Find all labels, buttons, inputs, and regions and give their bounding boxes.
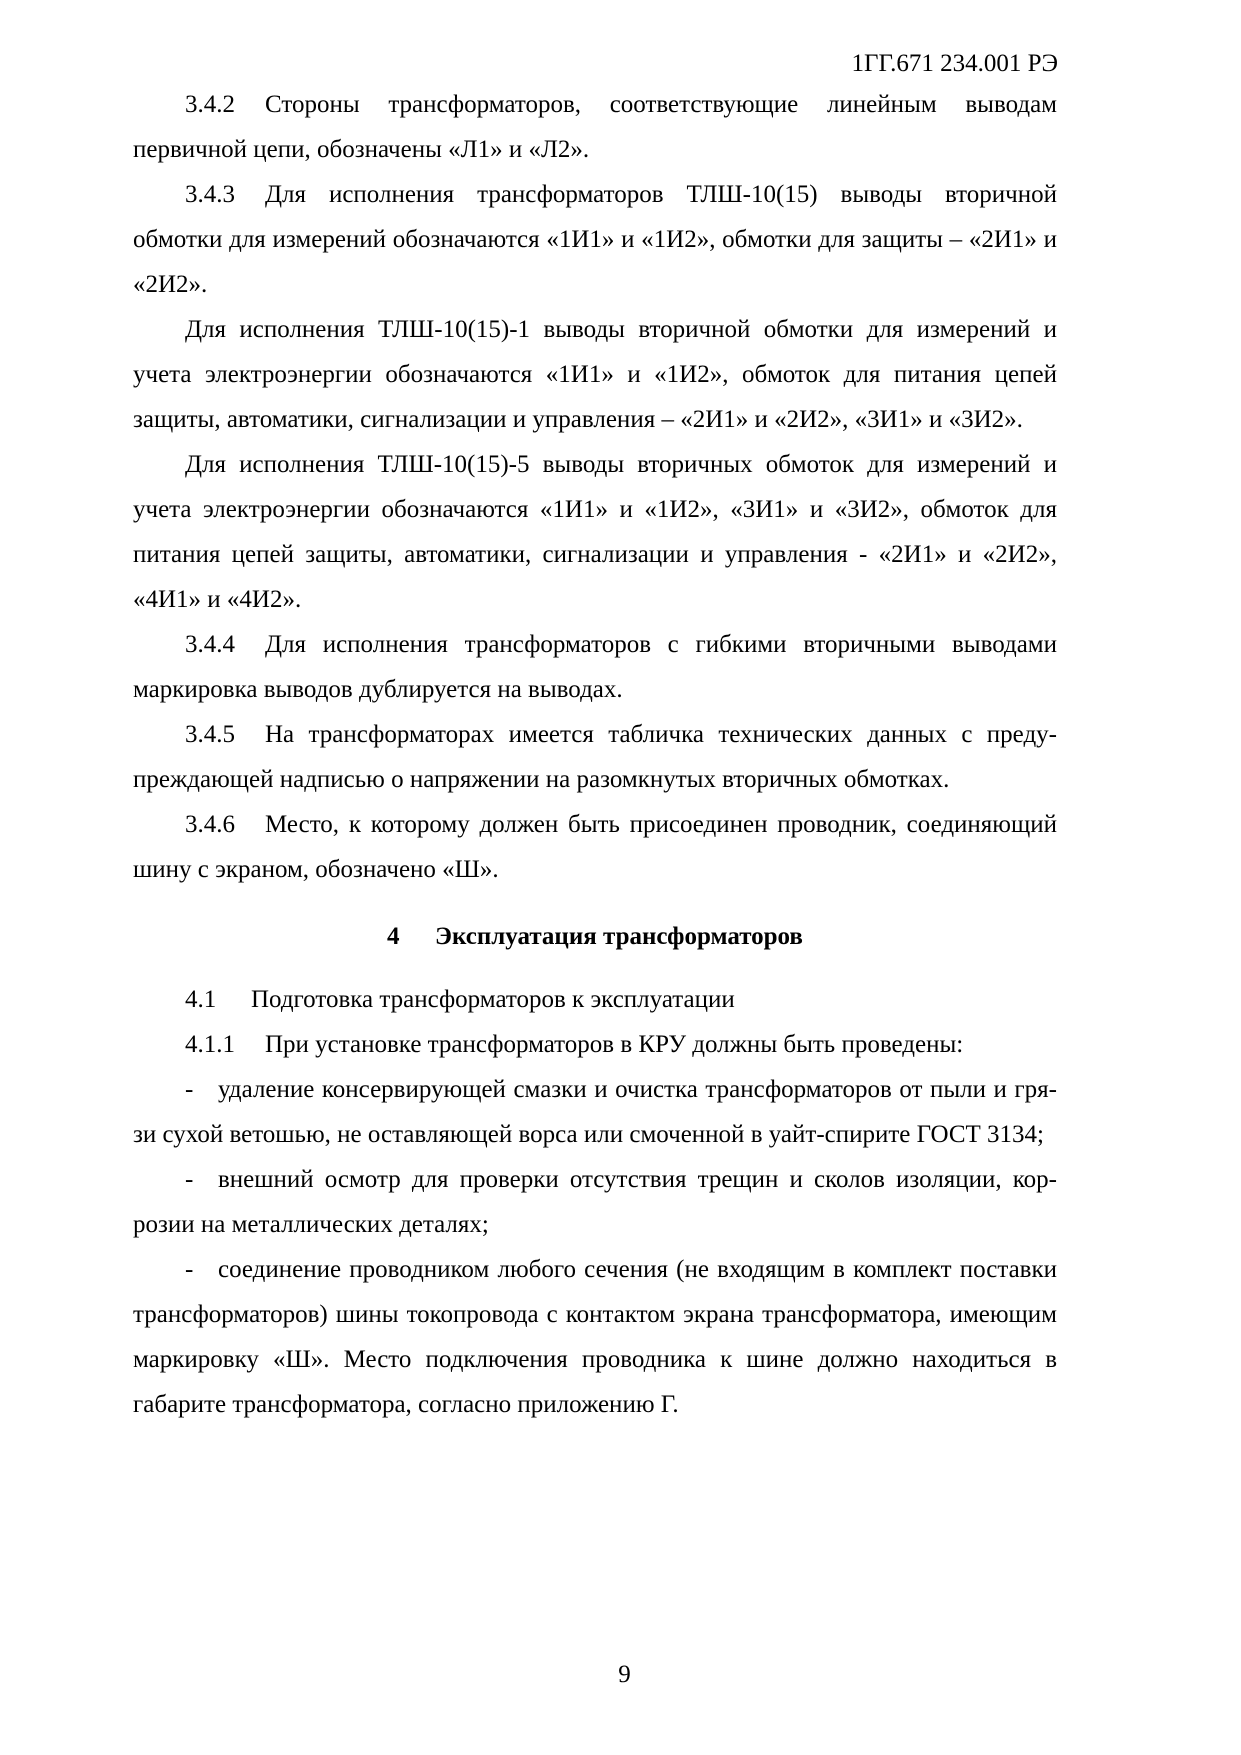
paragraph-text: Для исполнения ТЛШ-10(15)-5 выводы вторичных обмоток для измерений и учета электроэнергии обозначаются «1И1» и «1И2», «3И1» и «3И2», обмоток для питания цепей защиты, автоматики, сигнализации и управления - «2И1» и «2И2», «4И1» и «4И2». [133,451,1057,613]
section-number: 4 [387,923,400,950]
clause-number: 4.1.1 [185,1031,235,1058]
list-item [133,1067,1057,1157]
subsection-number: 4.1 [185,986,217,1013]
list-item-text: внешний осмотр для проверки отсутствия трещин и сколов изоляции, коррозии на металлических деталях; [133,1166,1057,1238]
list-item [133,1157,1057,1247]
document-code: 1ГГ.671 234.001 РЭ [851,50,1058,77]
list-item [133,1247,1057,1427]
list-bullet: - [185,1076,194,1103]
clause-text: Для исполнения трансформаторов ТЛШ-10(15) выводы вторичной обмотки для измерений обозначаются «1И1» и «1И2», обмотки для защиты – «2И1» и «2И2». [133,181,1057,298]
paragraph-tlsh-1 [133,307,1057,442]
paragraph-3-4-2 [133,82,1057,172]
clause-number: 3.4.6 [185,811,235,838]
section-title: Эксплуатация трансформаторов [435,923,803,950]
document-body [133,82,1057,1427]
clause-text: На трансформаторах имеется табличка технических данных с предупреждающей надписью о напряжении на разомкнутых вторичных обмотках. [133,721,1057,793]
paragraph-tlsh-5 [133,442,1057,622]
clause-text: Стороны трансформаторов, соответствующие линейным выводам первичной цепи, обозначены «Л1» и «Л2». [133,91,1057,163]
paragraph-3-4-6 [133,802,1057,892]
clause-number: 3.4.2 [185,91,235,118]
list-bullet: - [185,1256,194,1283]
list-bullet: - [185,1166,194,1193]
clause-number: 3.4.5 [185,721,235,748]
page-number: 9 [618,1661,631,1688]
list-item-text: соединение проводником любого сечения (не входящим в комплект поставки трансформаторов) шины токопровода с контактом экрана трансформатора, имеющим маркировку «Ш». Место подключения проводника к шине должно находиться в габарите трансформатора, согласно приложению Г. [133,1256,1057,1418]
paragraph-text: Для исполнения ТЛШ-10(15)-1 выводы вторичной обмотки для измерений и учета электроэнергии обозначаются «1И1» и «1И2», обмоток для питания цепей защиты, автоматики, сигнализации и управления – «2И1» и «2И2», «3И1» и «3И2». [133,316,1057,433]
clause-text: При установке трансформаторов в КРУ должны быть проведены: [265,1031,964,1058]
section-heading [133,892,1057,977]
subsection-4-1 [133,977,1057,1022]
paragraph-3-4-5 [133,712,1057,802]
subsection-title: Подготовка трансформаторов к эксплуатации [251,986,735,1013]
clause-number: 3.4.3 [185,181,235,208]
paragraph-3-4-4 [133,622,1057,712]
clause-text: Место, к которому должен быть присоединен проводник, соединяющий шину с экраном, обозначено «Ш». [133,811,1057,883]
clause-text: Для исполнения трансформаторов с гибкими вторичными выводами маркировка выводов дублируется на выводах. [133,631,1057,703]
paragraph-3-4-3 [133,172,1057,307]
paragraph-4-1-1 [133,1022,1057,1067]
list-item-text: удаление консервирующей смазки и очистка трансформаторов от пыли и грязи сухой ветошью, не оставляющей ворса или смоченной в уайт-спирите ГОСТ 3134; [133,1076,1057,1148]
clause-number: 3.4.4 [185,631,235,658]
